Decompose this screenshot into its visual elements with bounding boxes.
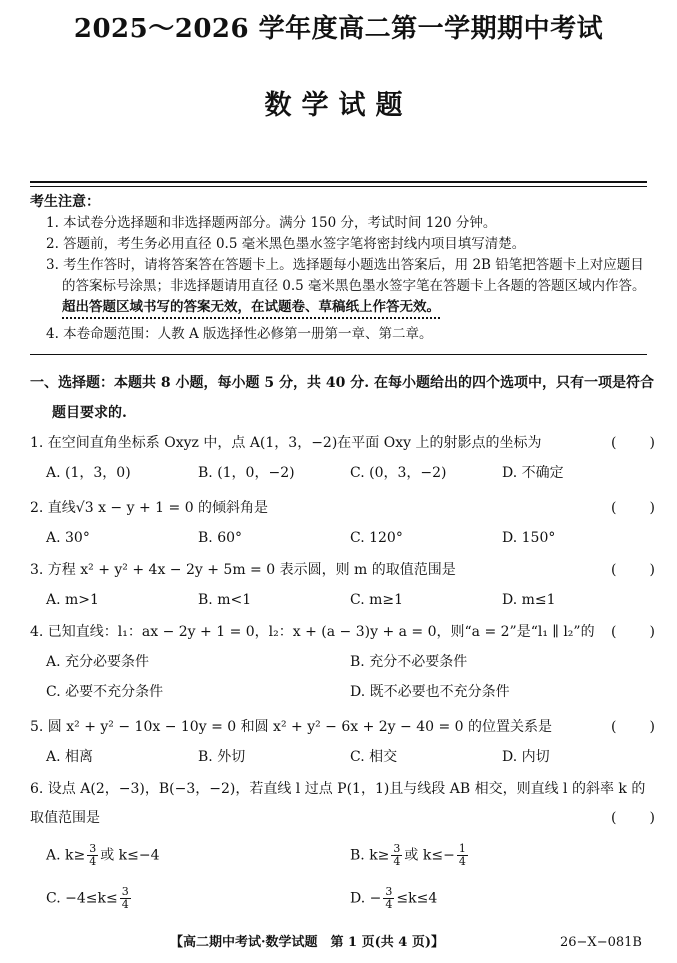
question-5-stem: 5. 圆 x² + y² − 10x − 10y = 0 和圆 x² + y² − 6x + 2y − 40 = 0 的位置关系是 — [30, 719, 553, 735]
subject-title: 数学试题 — [264, 90, 413, 121]
question-6-options-row-1 — [30, 843, 655, 868]
question-3 — [30, 559, 655, 611]
notice-item-3 — [30, 255, 650, 318]
question-3-options — [30, 589, 655, 611]
question-4-options-row-2 — [30, 681, 655, 703]
question-2-options — [30, 527, 655, 549]
section-1-heading — [30, 368, 655, 428]
notice-heading: 考生注意： — [30, 194, 100, 210]
option-b: B. 充分不必要条件 — [350, 654, 468, 670]
option-c: C. 必要不充分条件 — [46, 684, 164, 700]
question-6 — [30, 778, 655, 911]
option-c: C. m≥1 — [350, 592, 404, 608]
question-4-options-row-1 — [30, 651, 655, 673]
question-3-stem: 3. 方程 x² + y² + 4x − 2y + 5m = 0 表示圆，则 m 的取值范围是 — [30, 562, 456, 578]
option-b: B. (1，0，−2) — [198, 465, 295, 481]
answer-paren: ( ) — [611, 562, 655, 578]
option-a: A. 30° — [46, 530, 90, 546]
option-c: C. 相交 — [350, 749, 398, 765]
question-5 — [30, 716, 655, 768]
notice-rule — [30, 354, 647, 355]
option-b: B. 外切 — [198, 749, 246, 765]
option-d: D. 内切 — [502, 749, 550, 765]
question-2-stem: 2. 直线√3 x − y + 1 = 0 的倾斜角是 — [30, 500, 269, 516]
option-a: A. (1，3，0) — [46, 465, 131, 481]
option-b: B. 60° — [198, 530, 243, 546]
option-a: A. k≥ $\frac{3}{4}$ 或 k≤−4 — [46, 842, 160, 868]
option-d: D. m≤1 — [502, 592, 556, 608]
option-d: D. 不确定 — [502, 465, 564, 481]
question-4 — [30, 621, 655, 703]
option-c: C. 120° — [350, 530, 403, 546]
question-2 — [30, 497, 655, 549]
question-1-options — [30, 462, 655, 484]
section-1-title: 一、选择题：本题共 8 小题，每小题 5 分，共 40 分. 在每小题给出的四个选项中，只有一项是符合 — [30, 375, 654, 391]
question-5-options — [30, 746, 655, 768]
question-6-options-row-2 — [30, 886, 655, 911]
notice-item-2: 2. 答题前，考生务必用直径 0.5 毫米黑色墨水签字笔将密封线内项目填写清楚。 — [46, 236, 526, 252]
question-6-stem: 6. 设点 A(2，−3)，B(−3，−2)，若直线 l 过点 P(1，1)且与线段 AB 相交，则直线 l 的斜率 k 的 — [30, 781, 646, 797]
option-d: D. − $\frac{3}{4}$ ≤k≤4 — [350, 885, 438, 911]
option-a: A. 相离 — [46, 749, 94, 765]
notice-emphasis: 超出答题区域书写的答案无效，在试题卷、草稿纸上作答无效。 — [62, 299, 440, 315]
footer-code: 26−X−081B — [560, 935, 642, 950]
option-a: A. m>1 — [46, 592, 99, 608]
option-b: B. m<1 — [198, 592, 252, 608]
option-c: C. (0，3，−2) — [350, 465, 447, 481]
option-b: B. k≥ $\frac{3}{4}$ 或 k≤− $\frac{1}{4}$ — [350, 842, 466, 868]
answer-paren: ( ) — [611, 435, 655, 451]
question-4-stem: 4. 已知直线：l₁：ax − 2y + 1 = 0，l₂：x + (a − 3)y + a = 0，则“a = 2”是“l₁ ∥ l₂”的 — [30, 624, 595, 640]
section-1-title-cont: 题目要求的. — [52, 405, 127, 421]
answer-paren: ( ) — [611, 719, 655, 735]
answer-paren: ( ) — [611, 810, 655, 826]
exam-title: 2025～2026 学年度高二第一学期期中考试 — [73, 14, 604, 44]
header-rule-thin — [30, 186, 647, 187]
question-1-stem: 1. 在空间直角坐标系 Oxyz 中，点 A(1，3，−2)在平面 Oxy 上的射影点的坐标为 — [30, 435, 542, 451]
question-6-stem-cont: 取值范围是 — [30, 810, 100, 826]
header-rule-thick — [30, 181, 647, 183]
notice-item-3-text: 3. 考生作答时，请将答案答在答题卡上。选择题每小题选出答案后，用 2B 铅笔把答题卡上对应题目的答案标号涂黑；非选择题请用直径 0.5 毫米黑色墨水签字笔在答题卡上各题的答题区域内作答。 — [46, 257, 646, 294]
footer-page-info: 【高二期中考试·数学试题 第 1 页(共 4 页)】 — [170, 935, 445, 950]
option-d: D. 既不必要也不充分条件 — [350, 684, 510, 700]
question-1 — [30, 432, 655, 484]
notice-block — [30, 192, 650, 345]
option-d: D. 150° — [502, 530, 556, 546]
notice-item-4: 4. 本卷命题范围：人教 A 版选择性必修第一册第一章、第二章。 — [46, 326, 433, 342]
answer-paren: ( ) — [611, 624, 655, 640]
option-a: A. 充分必要条件 — [46, 654, 150, 670]
option-c: C. −4≤k≤ $\frac{3}{4}$ — [46, 885, 129, 911]
notice-item-1: 1. 本试卷分选择题和非选择题两部分。满分 150 分，考试时间 120 分钟。 — [46, 215, 497, 231]
answer-paren: ( ) — [611, 500, 655, 516]
